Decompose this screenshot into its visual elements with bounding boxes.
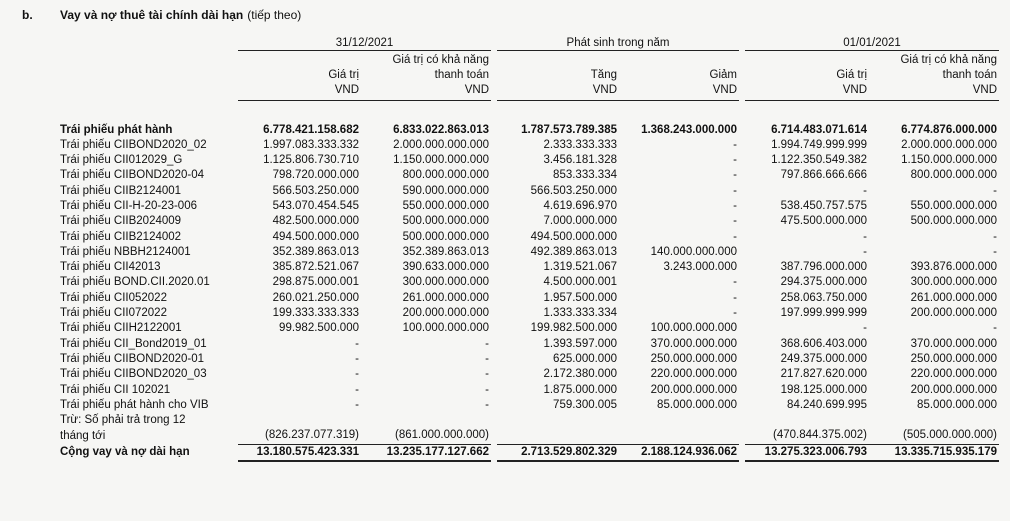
- row-label: Trái phiếu CII42013: [60, 261, 161, 274]
- row-value: -: [863, 245, 867, 258]
- column-header-label: Giá trị có khả năng thanh toán: [900, 54, 997, 81]
- row-value: 7.000.000.000: [543, 215, 617, 228]
- row-value: -: [355, 383, 359, 396]
- column-header: [742, 51, 869, 101]
- deduction-value: (505.000.000.000): [869, 428, 999, 444]
- column-header: [361, 51, 494, 101]
- total-value: 13.235.177.127.662: [361, 444, 494, 461]
- row-value: 199.982.500.000: [530, 322, 617, 335]
- row-label: Trái phiếu CII 102021: [60, 383, 171, 396]
- row-value: -: [863, 230, 867, 243]
- total-row: [58, 444, 999, 461]
- deduction-row: [58, 428, 999, 444]
- total-value: 13.335.715.935.179: [869, 444, 999, 461]
- row-label: Trái phiếu CII052022: [60, 291, 167, 304]
- row-value: -: [619, 275, 742, 290]
- row-value: 500.000.000.000: [910, 215, 997, 228]
- table-row: [58, 291, 999, 306]
- row-value: 200.000.000.000: [910, 307, 997, 320]
- row-value: 1.997.083.333.332: [263, 138, 359, 151]
- column-header-unit: VND: [334, 84, 359, 96]
- row-value: 84.240.699.995: [787, 398, 867, 411]
- total-value: 13.275.323.006.793: [742, 444, 869, 461]
- row-value: 759.300.005: [553, 398, 617, 411]
- table-row: [58, 398, 999, 413]
- column-header: [869, 51, 999, 101]
- table-row: [58, 275, 999, 290]
- row-value: 220.000.000.000: [619, 367, 742, 382]
- row-value: -: [355, 398, 359, 411]
- row-value: 500.000.000.000: [361, 230, 494, 245]
- table-row: [58, 352, 999, 367]
- row-value: 199.333.333.333: [272, 307, 359, 320]
- column-header-unit: VND: [842, 84, 867, 96]
- row-value: -: [993, 322, 997, 335]
- row-value: -: [361, 383, 494, 398]
- row-value: 1.787.573.789.385: [521, 123, 617, 136]
- row-label: Trái phiếu CIIBOND2020_02: [60, 138, 207, 151]
- column-header: [238, 51, 361, 101]
- row-value: 1.875.000.000: [543, 383, 617, 396]
- row-label: Trái phiếu NBBH2124001: [60, 245, 191, 258]
- row-value: 6.774.876.000.000: [901, 123, 997, 136]
- row-value: 220.000.000.000: [910, 368, 997, 381]
- row-label: Trái phiếu phát hành cho VIB: [60, 398, 209, 411]
- row-label: Trái phiếu CII-H-20-23-006: [60, 199, 197, 212]
- row-label: Trái phiếu CIIBOND2020-04: [60, 169, 205, 182]
- column-header: [494, 51, 619, 101]
- row-value: -: [619, 184, 742, 199]
- row-value: 1.319.521.067: [543, 261, 617, 274]
- row-value: 2.000.000.000.000: [361, 138, 494, 153]
- table-row: [58, 245, 999, 260]
- row-value: 543.070.454.545: [272, 199, 359, 212]
- row-value: 250.000.000.000: [619, 352, 742, 367]
- group-header-movement: Phát sinh trong năm: [494, 33, 742, 51]
- row-label: Trái phiếu CIIB2024009: [60, 215, 182, 228]
- column-header-label: Giá trị có khả năng thanh toán: [392, 54, 489, 81]
- row-value: -: [355, 352, 359, 365]
- row-value: 368.606.403.000: [780, 337, 867, 350]
- row-value: 352.389.863.013: [361, 245, 494, 260]
- row-value: 6.833.022.863.013: [361, 123, 494, 138]
- group-header-end-year: 31/12/2021: [238, 33, 494, 51]
- row-value: 387.796.000.000: [780, 261, 867, 274]
- row-value: 1.150.000.000.000: [901, 154, 997, 167]
- row-value: 370.000.000.000: [910, 337, 997, 350]
- column-header-label: Giảm: [709, 69, 737, 81]
- row-value: 1.150.000.000.000: [361, 153, 494, 168]
- row-value: -: [361, 367, 494, 382]
- row-value: -: [619, 306, 742, 321]
- row-value: 3.456.181.328: [543, 154, 617, 167]
- row-value: -: [863, 322, 867, 335]
- row-value: 197.999.999.999: [780, 307, 867, 320]
- column-header: [619, 51, 742, 101]
- row-value: 853.333.334: [553, 169, 617, 182]
- row-value: 800.000.000.000: [361, 168, 494, 183]
- row-value: 2.333.333.333: [543, 138, 617, 151]
- row-value: 261.000.000.000: [361, 291, 494, 306]
- row-value: -: [361, 352, 494, 367]
- section-title: Vay và nợ thuê tài chính dài hạn: [60, 8, 244, 22]
- table-row: [58, 260, 999, 275]
- row-value: 1.125.806.730.710: [263, 154, 359, 167]
- table-row: [58, 138, 999, 153]
- row-value: 1.122.350.549.382: [771, 154, 867, 167]
- row-value: -: [361, 398, 494, 413]
- total-value: 2.188.124.936.062: [619, 444, 742, 461]
- row-label: Trái phiếu CII072022: [60, 307, 167, 320]
- row-value: -: [361, 337, 494, 352]
- row-value: 393.876.000.000: [910, 261, 997, 274]
- row-value: -: [993, 184, 997, 197]
- row-label: Trái phiếu CII012029_G: [60, 154, 183, 167]
- row-value: 1.393.597.000: [543, 337, 617, 350]
- row-value: -: [619, 138, 742, 153]
- row-value: 4.500.000.001: [543, 276, 617, 289]
- table-row: [58, 199, 999, 214]
- column-header-label: Giá trị: [836, 69, 867, 81]
- deduction-label-line2: tháng tới: [60, 429, 106, 442]
- row-value: 250.000.000.000: [910, 352, 997, 365]
- section-letter: b.: [22, 8, 33, 22]
- row-value: 797.866.666.666: [780, 169, 867, 182]
- deduction-value: [619, 428, 742, 444]
- column-header-label: Giá trị: [328, 69, 359, 81]
- section-subtitle: (tiếp theo): [247, 8, 302, 22]
- row-value: 85.000.000.000: [917, 398, 997, 411]
- row-label: Trái phiếu CIIB2124002: [60, 230, 182, 243]
- spacer-row: [58, 101, 999, 123]
- row-value: 217.827.620.000: [780, 368, 867, 381]
- row-value: 390.633.000.000: [361, 260, 494, 275]
- row-value: 99.982.500.000: [279, 322, 359, 335]
- row-value: 300.000.000.000: [361, 275, 494, 290]
- row-value: 566.503.250.000: [272, 184, 359, 197]
- group-header-start-year: 01/01/2021: [742, 33, 999, 51]
- row-value: 590.000.000.000: [361, 184, 494, 199]
- row-value: -: [619, 199, 742, 214]
- row-value: 494.500.000.000: [272, 230, 359, 243]
- row-value: 352.389.863.013: [272, 245, 359, 258]
- row-value: -: [619, 168, 742, 183]
- row-value: 475.500.000.000: [780, 215, 867, 228]
- column-header-unit: VND: [592, 84, 617, 96]
- total-value: 13.180.575.423.331: [238, 444, 361, 461]
- table-row: [58, 337, 999, 352]
- row-value: 550.000.000.000: [910, 199, 997, 212]
- row-value: 6.714.483.071.614: [771, 123, 867, 136]
- row-label: Trái phiếu CIIBOND2020-01: [60, 352, 205, 365]
- row-value: 140.000.000.000: [619, 245, 742, 260]
- row-label: Trái phiếu CIIB2124001: [60, 184, 182, 197]
- row-value: -: [619, 230, 742, 245]
- row-value: 3.243.000.000: [619, 260, 742, 275]
- row-label: Trái phiếu CIIH2122001: [60, 322, 182, 335]
- row-label: Trái phiếu BOND.CII.2020.01: [60, 276, 210, 289]
- table-row: [58, 230, 999, 245]
- spacer-cell: [58, 101, 238, 123]
- row-value: 198.125.000.000: [780, 383, 867, 396]
- row-value: 492.389.863.013: [530, 245, 617, 258]
- total-label: Cộng vay và nợ dài hạn: [60, 445, 190, 458]
- row-label: Trái phiếu phát hành: [60, 123, 173, 136]
- column-header-unit: VND: [464, 84, 489, 96]
- row-value: 200.000.000.000: [619, 383, 742, 398]
- row-value: 6.778.421.158.682: [263, 123, 359, 136]
- row-value: 200.000.000.000: [910, 383, 997, 396]
- table-subtotal-row: [58, 123, 999, 138]
- column-header-unit: VND: [712, 84, 737, 96]
- row-value: 260.021.250.000: [272, 291, 359, 304]
- row-value: -: [355, 368, 359, 381]
- row-value: 258.063.750.000: [780, 291, 867, 304]
- column-header-row: [58, 51, 999, 101]
- total-value: 2.713.529.802.329: [494, 444, 619, 461]
- table-row: [58, 321, 999, 336]
- row-value: 550.000.000.000: [361, 199, 494, 214]
- row-value: 4.619.696.970: [543, 199, 617, 212]
- table-row: [58, 367, 999, 382]
- row-value: 100.000.000.000: [619, 321, 742, 336]
- table-row: [58, 184, 999, 199]
- row-value: -: [993, 245, 997, 258]
- row-value: 1.368.243.000.000: [619, 123, 742, 138]
- row-value: 294.375.000.000: [780, 276, 867, 289]
- table-row: [58, 214, 999, 229]
- row-value: 566.503.250.000: [530, 184, 617, 197]
- row-value: 800.000.000.000: [910, 169, 997, 182]
- deduction-value: (826.237.077.319): [238, 428, 361, 444]
- row-value: 494.500.000.000: [530, 230, 617, 243]
- row-value: -: [863, 184, 867, 197]
- row-value: 385.872.521.067: [272, 261, 359, 274]
- row-value: -: [619, 214, 742, 229]
- section-heading: [22, 8, 301, 22]
- row-value: 798.720.000.000: [272, 169, 359, 182]
- row-label: Trái phiếu CII_Bond2019_01: [60, 337, 207, 350]
- row-value: 500.000.000.000: [361, 214, 494, 229]
- row-value: 85.000.000.000: [619, 398, 742, 413]
- table-row: [58, 168, 999, 183]
- deduction-label-line1: Trừ: Số phải trả trong 12: [60, 414, 186, 427]
- row-value: 200.000.000.000: [361, 306, 494, 321]
- row-label: Trái phiếu CIIBOND2020_03: [60, 368, 207, 381]
- deduction-value: (470.844.375.002): [742, 428, 869, 444]
- row-value: 370.000.000.000: [619, 337, 742, 352]
- row-value: -: [355, 337, 359, 350]
- row-value: 261.000.000.000: [910, 291, 997, 304]
- row-value: -: [619, 291, 742, 306]
- row-value: 2.172.380.000: [543, 368, 617, 381]
- row-value: -: [993, 230, 997, 243]
- row-value: 100.000.000.000: [361, 321, 494, 336]
- deduction-value: (861.000.000.000): [361, 428, 494, 444]
- row-value: 249.375.000.000: [780, 352, 867, 365]
- header-blank: [58, 33, 238, 51]
- row-value: 538.450.757.575: [780, 199, 867, 212]
- deduction-row-label: [58, 413, 999, 428]
- row-value: 300.000.000.000: [910, 276, 997, 289]
- row-value: 482.500.000.000: [272, 215, 359, 228]
- column-header-unit: VND: [972, 84, 997, 96]
- table-body: [58, 101, 999, 461]
- row-value: -: [619, 153, 742, 168]
- table-row: [58, 306, 999, 321]
- row-value: 1.994.749.999.999: [771, 138, 867, 151]
- deduction-value: [494, 428, 619, 444]
- row-value: 1.333.333.334: [543, 307, 617, 320]
- bond-loans-table: [58, 33, 999, 462]
- table-row: [58, 383, 999, 398]
- row-value: 625.000.000: [553, 352, 617, 365]
- column-header-label: Tăng: [590, 69, 617, 81]
- header-blank: [58, 51, 238, 101]
- row-value: 1.957.500.000: [543, 291, 617, 304]
- row-value: 2.000.000.000.000: [901, 138, 997, 151]
- table-row: [58, 153, 999, 168]
- row-value: 298.875.000.001: [272, 276, 359, 289]
